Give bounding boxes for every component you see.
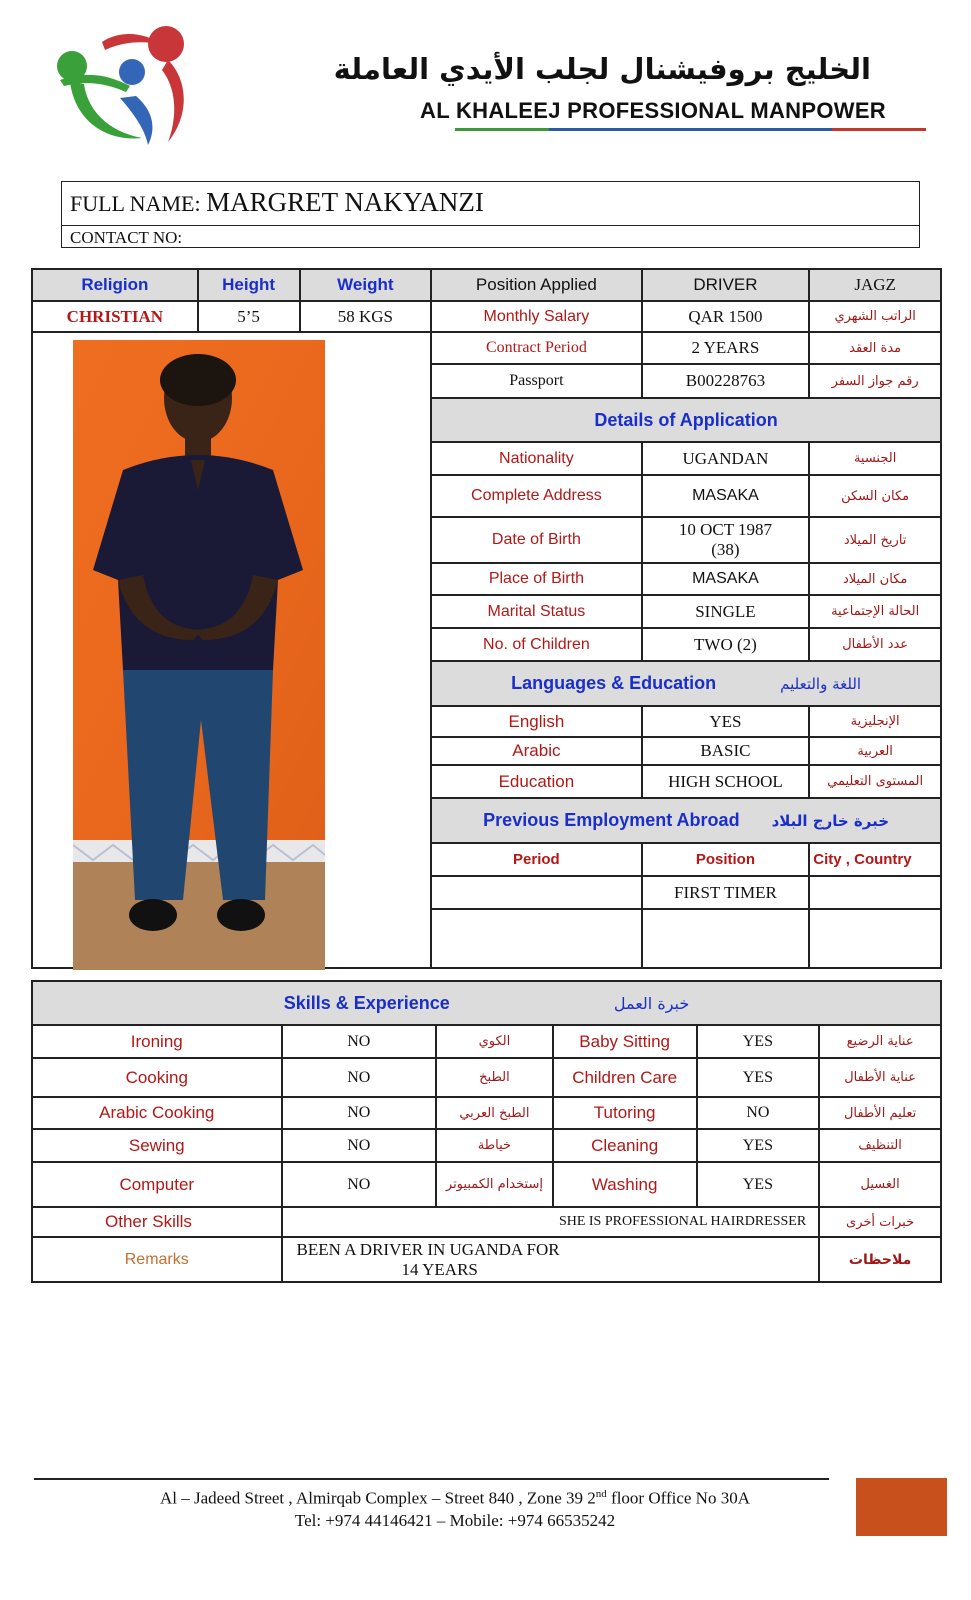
skills-header-ar: خبرة العمل [613, 993, 690, 1013]
applicant-photo [73, 340, 325, 970]
skill-label: Arabic Cooking [32, 1097, 282, 1129]
pob-label: Place of Birth [431, 563, 641, 595]
skill-label: Washing [553, 1162, 697, 1207]
address-value: MASAKA [642, 475, 810, 517]
languages-header-ar: اللغة والتعليم [780, 675, 862, 693]
position-applied-label: Position Applied [431, 269, 641, 301]
monthly-salary-value: QAR 1500 [642, 301, 810, 332]
languages-education-header [431, 661, 941, 706]
details-of-application-header: Details of Application [431, 398, 941, 442]
employment-empty-cell [809, 909, 941, 968]
employment-row-period [431, 876, 641, 909]
skill-label: Computer [32, 1162, 282, 1207]
contract-period-label-ar: مدة العقد [809, 332, 941, 364]
marital-status-label-ar: الحالة الإجتماعية [809, 595, 941, 628]
english-value: YES [642, 706, 810, 737]
height-value: 5’5 [198, 301, 300, 332]
dob-value [642, 517, 810, 563]
nationality-value: UGANDAN [642, 442, 810, 475]
religion-value: CHRISTIAN [32, 301, 198, 332]
skill-value: YES [697, 1162, 820, 1207]
full-name-row [62, 182, 919, 226]
remarks-line-1: BEEN A DRIVER IN UGANDA FOR [296, 1239, 560, 1259]
skill-value: YES [697, 1025, 820, 1058]
contact-row [70, 228, 182, 248]
dob-label: Date of Birth [431, 517, 641, 563]
skill-label: Baby Sitting [553, 1025, 697, 1058]
weight-value: 58 KGS [300, 301, 432, 332]
marital-status-label: Marital Status [431, 595, 641, 628]
skill-label-ar: الطبخ [436, 1058, 553, 1097]
languages-header-en: Languages & Education [511, 673, 717, 693]
skills-table [31, 980, 942, 1283]
employment-col-position: Position [642, 843, 810, 876]
children-label-ar: عدد الأطفال [809, 628, 941, 661]
remarks-value [282, 1237, 820, 1282]
skill-value: NO [282, 1058, 437, 1097]
education-label: Education [431, 765, 641, 798]
footer-accent-block [856, 1478, 947, 1536]
arabic-value: BASIC [642, 737, 810, 765]
skill-row [32, 1162, 941, 1207]
full-name-label: FULL NAME: [70, 191, 201, 216]
skill-value: NO [282, 1162, 437, 1207]
skill-label: Cooking [32, 1058, 282, 1097]
agency-code: JAGZ [809, 269, 941, 301]
education-value: HIGH SCHOOL [642, 765, 810, 798]
religion-header: Religion [32, 269, 198, 301]
arabic-label: Arabic [431, 737, 641, 765]
skill-label-ar: الطبخ العربي [436, 1097, 553, 1129]
footer-contact-line: Tel: +974 44146421 – Mobile: +974 66535242 [294, 1510, 616, 1530]
skill-label: Tutoring [553, 1097, 697, 1129]
employment-col-city: City , Country [809, 843, 941, 876]
nationality-label: Nationality [431, 442, 641, 475]
skill-row [32, 1058, 941, 1097]
address-label-ar: مكان السكن [809, 475, 941, 517]
employment-empty-cell [431, 909, 641, 968]
skill-value: NO [697, 1097, 820, 1129]
skill-label-ar: عناية الرضيع [819, 1025, 941, 1058]
dob-date: 10 OCT 1987 [678, 520, 773, 539]
dob-age: (38) [711, 540, 740, 559]
height-header: Height [198, 269, 300, 301]
pob-value: MASAKA [642, 563, 810, 595]
contact-label: CONTACT NO: [70, 228, 183, 247]
other-skills-value: SHE IS PROFESSIONAL HAIRDRESSER [282, 1207, 820, 1237]
education-label-ar: المستوى التعليمي [809, 765, 941, 798]
dob-label-ar: تاريخ الميلاد [809, 517, 941, 563]
employment-header-en: Previous Employment Abroad [483, 810, 740, 830]
skill-label: Sewing [32, 1129, 282, 1162]
address-label: Complete Address [431, 475, 641, 517]
employment-row-city [809, 876, 941, 909]
skill-value: NO [282, 1129, 437, 1162]
weight-header: Weight [300, 269, 432, 301]
skill-label-ar: الكوي [436, 1025, 553, 1058]
skill-label: Ironing [32, 1025, 282, 1058]
english-label-ar: الإنجليزية [809, 706, 941, 737]
english-label: English [431, 706, 641, 737]
skills-header-en: Skills & Experience [283, 992, 450, 1013]
passport-value: B00228763 [642, 364, 810, 398]
employment-row-position: FIRST TIMER [642, 876, 810, 909]
skill-value: NO [282, 1025, 437, 1058]
footer-address-line [60, 1483, 850, 1510]
previous-employment-header [431, 798, 941, 843]
skill-label-ar: عناية الأطفال [819, 1058, 941, 1097]
skill-label: Children Care [553, 1058, 697, 1097]
identity-box [61, 181, 920, 248]
remarks-label-ar: ملاحظات [819, 1237, 941, 1282]
remarks-label: Remarks [32, 1237, 282, 1282]
employment-col-period: Period [431, 843, 641, 876]
skill-row [32, 1097, 941, 1129]
passport-label: Passport [431, 364, 641, 398]
skill-value: YES [697, 1129, 820, 1162]
marital-status-value: SINGLE [642, 595, 810, 628]
skill-label: Cleaning [553, 1129, 697, 1162]
passport-label-ar: رقم جواز السفر [809, 364, 941, 398]
company-name-english: AL KHALEEJ PROFESSIONAL MANPOWER [420, 98, 886, 123]
skill-label-ar: تعليم الأطفال [819, 1097, 941, 1129]
skill-label-ar: إستخدام الكمبيوتر [436, 1162, 553, 1207]
footer-divider [34, 1478, 829, 1480]
monthly-salary-label: Monthly Salary [431, 301, 641, 332]
company-name-arabic: الخليج بروفيشنال لجلب الأيدي العاملة [333, 52, 871, 86]
arabic-label-ar: العربية [809, 737, 941, 765]
contract-period-value: 2 YEARS [642, 332, 810, 364]
skills-experience-header [32, 981, 941, 1025]
footer-address-part: Al – Jadeed Street , Almirqab Complex – Street 840 , Zone 39 2 [159, 1488, 596, 1508]
employment-empty-cell [642, 909, 810, 968]
skill-label-ar: الغسيل [819, 1162, 941, 1207]
footer-address-sup: nd [595, 1488, 607, 1500]
children-value: TWO (2) [642, 628, 810, 661]
company-underline [455, 128, 926, 131]
remarks-line-2: 14 YEARS [401, 1259, 478, 1279]
company-logo [50, 20, 200, 150]
other-skills-label-ar: خبرات أخرى [819, 1207, 941, 1237]
skill-label-ar: التنظيف [819, 1129, 941, 1162]
skill-value: YES [697, 1058, 820, 1097]
contract-period-label: Contract Period [431, 332, 641, 364]
footer-address-part: floor Office No 30A [606, 1488, 750, 1508]
pob-label-ar: مكان الميلاد [809, 563, 941, 595]
full-name-value: MARGRET NAKYANZI [206, 187, 484, 217]
employment-header-ar: خبرة خارج البلاد [771, 812, 889, 830]
nationality-label-ar: الجنسية [809, 442, 941, 475]
footer-address [60, 1483, 850, 1532]
position-applied-value: DRIVER [642, 269, 810, 301]
other-skills-label: Other Skills [32, 1207, 282, 1237]
skill-row [32, 1025, 941, 1058]
monthly-salary-label-ar: الراتب الشهري [809, 301, 941, 332]
skill-value: NO [282, 1097, 437, 1129]
skill-row [32, 1129, 941, 1162]
skill-label-ar: خياطة [436, 1129, 553, 1162]
children-label: No. of Children [431, 628, 641, 661]
